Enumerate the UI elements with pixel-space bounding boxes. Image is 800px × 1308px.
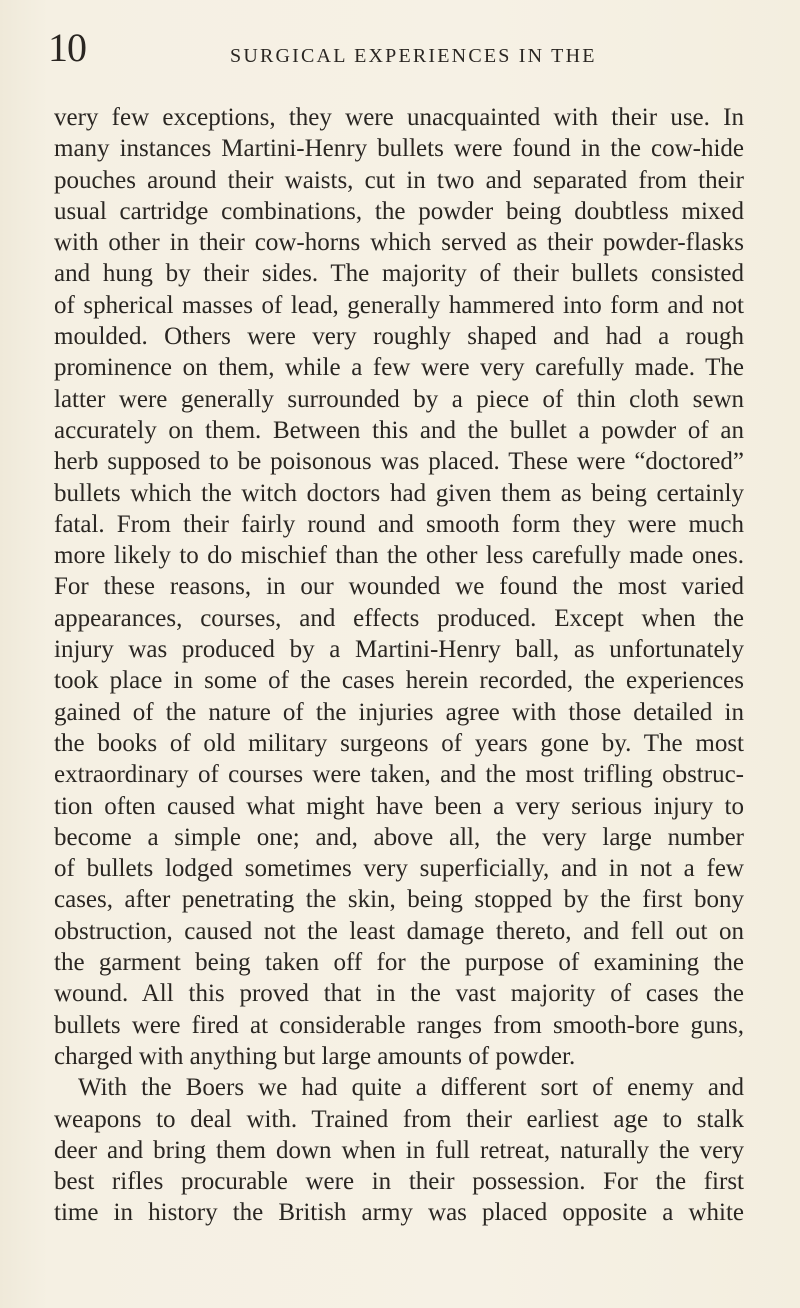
- page-header: [0, 22, 800, 74]
- text-line: cases, after penetrating the skin, being stopped by the first bony: [54, 886, 744, 914]
- text-line: best rifles procurable were in their possession. For the first: [54, 1168, 744, 1196]
- text-line: deer and bring them down when in full retreat, naturally the very: [54, 1136, 744, 1164]
- text-line: latter were generally surrounded by a piece of thin cloth sewn: [54, 385, 744, 413]
- text-line: appearances, courses, and effects produced. Except when the: [54, 604, 744, 632]
- text-line: weapons to deal with. Trained from their earliest age to stalk: [54, 1105, 744, 1133]
- text-line: tion often caused what might have been a very serious injury to: [54, 792, 744, 820]
- paragraph-start-line: With the Boers we had quite a different sort of enemy and: [78, 1074, 744, 1102]
- text-line: herb supposed to be poisonous was placed. These were “doctored”: [54, 448, 744, 476]
- text-line: obstruction, caused not the least damage thereto, and fell out on: [54, 917, 744, 945]
- text-line: of bullets lodged sometimes very superficially, and in not a few: [54, 855, 744, 883]
- text-line: prominence on them, while a few were very carefully made. The: [54, 354, 744, 382]
- text-line: gained of the nature of the injuries agree with those detailed in: [54, 698, 744, 726]
- text-line: fatal. From their fairly round and smooth form they were much: [54, 510, 744, 538]
- text-line: very few exceptions, they were unacquainted with their use. In: [54, 104, 744, 131]
- text-line: bullets which the witch doctors had given them as being certainly: [54, 479, 744, 507]
- text-line: time in history the British army was placed opposite a white: [54, 1199, 744, 1227]
- text-line: took place in some of the cases herein recorded, the experiences: [54, 667, 744, 695]
- text-line: bullets were fired at considerable ranges from smooth-bore guns,: [54, 1011, 744, 1039]
- body-text: [54, 102, 744, 1229]
- text-line: wound. All this proved that in the vast majority of cases the: [54, 980, 744, 1008]
- page-number: 10: [48, 25, 86, 70]
- paragraph-end-line: charged with anything but large amounts of powder.: [54, 1042, 576, 1070]
- text-line: and hung by their sides. The majority of their bullets consisted: [54, 260, 744, 288]
- text-line: moulded. Others were very roughly shaped and had a rough: [54, 323, 744, 351]
- running-head: SURGICAL EXPERIENCES IN THE: [230, 45, 597, 67]
- text-line: the garment being taken off for the purpose of examining the: [54, 949, 744, 977]
- text-line: of spherical masses of lead, generally hammered into form and not: [54, 291, 744, 319]
- text-line: more likely to do mischief than the other less carefully made ones.: [54, 542, 744, 570]
- text-line: the books of old military surgeons of years gone by. The most: [54, 729, 744, 757]
- text-line: accurately on them. Between this and the bullet a powder of an: [54, 416, 744, 444]
- text-line: usual cartridge combinations, the powder being doubtless mixed: [54, 197, 744, 225]
- text-line: with other in their cow-horns which served as their powder-flasks: [54, 229, 744, 257]
- text-line: extraordinary of courses were taken, and the most trifling obstruc-: [54, 761, 744, 789]
- text-line: become a simple one; and, above all, the very large number: [54, 823, 744, 851]
- text-line: injury was produced by a Martini-Henry ball, as unfortunately: [54, 636, 744, 664]
- text-line: many instances Martini-Henry bullets were found in the cow-hide: [54, 135, 744, 163]
- text-line: pouches around their waists, cut in two and separated from their: [54, 166, 744, 194]
- text-line: For these reasons, in our wounded we found the most varied: [54, 573, 744, 601]
